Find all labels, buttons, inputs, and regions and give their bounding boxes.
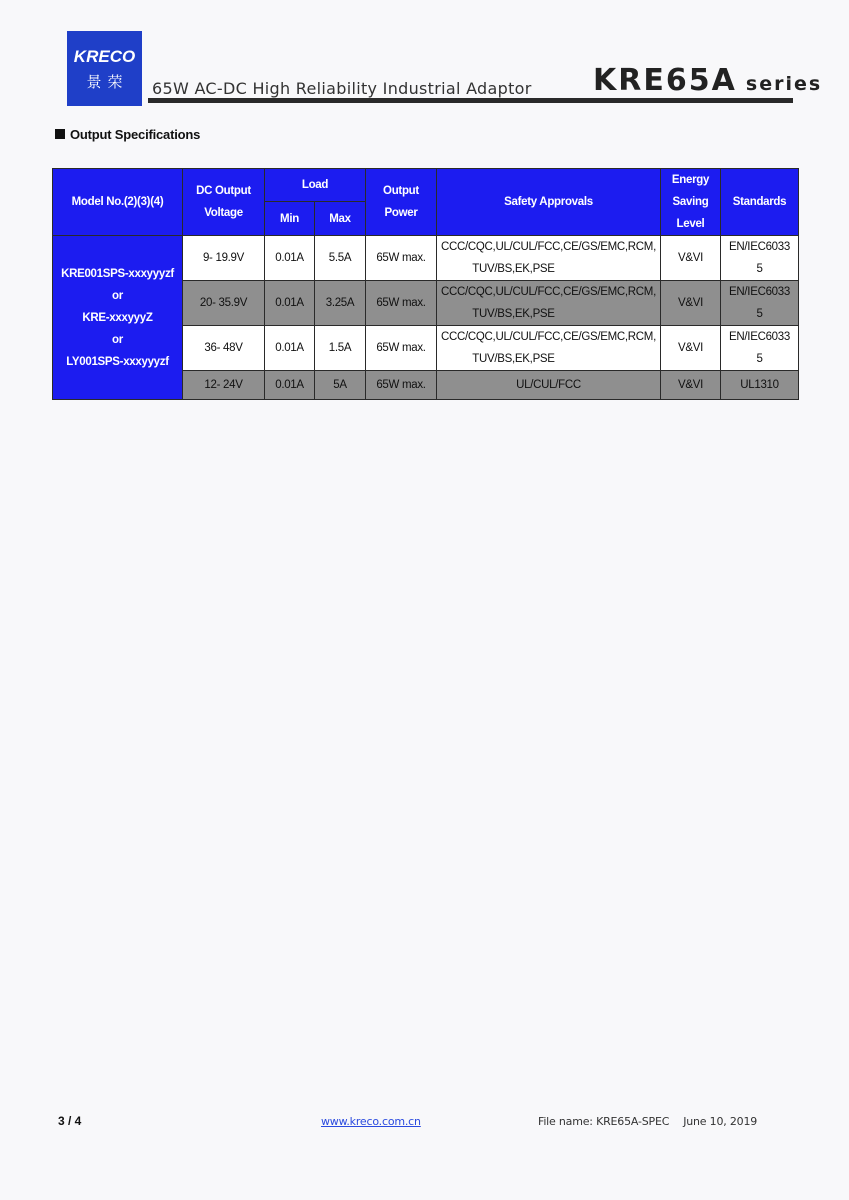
cell-max: 1.5A [315, 326, 366, 371]
table-row [53, 236, 799, 281]
header-model: Model No.(2)(3)(4) [53, 169, 183, 236]
page-number: 3 / 4 [58, 1114, 82, 1128]
file-info [538, 1115, 757, 1128]
header-divider [148, 98, 793, 103]
square-bullet-icon [55, 129, 65, 139]
header-load-max: Max [315, 202, 366, 236]
cell-energy: V&VI [661, 236, 721, 281]
standard-line: 5 [756, 263, 763, 275]
approvals-line: CCC/CQC,UL/CUL/FCC,CE/GS/EMC,RCM, [440, 286, 656, 298]
cell-power: 65W max. [366, 236, 437, 281]
logo-brand-text: KRECO [73, 47, 136, 66]
cell-approvals [437, 236, 661, 281]
file-name: File name: KRE65A-SPEC [538, 1115, 670, 1128]
model-line: KRE001SPS-xxxyyyzf [61, 267, 174, 280]
cell-min: 0.01A [265, 326, 315, 371]
cell-power: 65W max. [366, 326, 437, 371]
header-dc-output-line2: Voltage [204, 207, 243, 219]
header-standards: Standards [721, 169, 799, 236]
standard-line: EN/IEC6033 [729, 331, 790, 343]
cell-min: 0.01A [265, 236, 315, 281]
logo-chinese-text: 景荣 [86, 73, 129, 91]
header-energy-line3: Level [676, 218, 705, 230]
header-load: Load [265, 169, 366, 202]
model-line: or [112, 289, 123, 302]
cell-power: 65W max. [366, 371, 437, 400]
header-energy-line1: Energy [671, 174, 710, 186]
header-dc-output-line1: DC Output [196, 185, 251, 197]
cell-standard [721, 281, 799, 326]
cell-energy: V&VI [661, 326, 721, 371]
standard-line: 5 [756, 353, 763, 365]
cell-standard: UL1310 [721, 371, 799, 400]
cell-max: 5A [315, 371, 366, 400]
cell-approvals [437, 281, 661, 326]
model-line: LY001SPS-xxxyyyzf [66, 355, 169, 368]
model-line: or [112, 333, 123, 346]
cell-energy: V&VI [661, 371, 721, 400]
model-name: KRE65A [593, 63, 737, 98]
section-heading [55, 127, 200, 142]
cell-min: 0.01A [265, 371, 315, 400]
cell-approvals: UL/CUL/FCC [437, 371, 661, 400]
model-line: KRE-xxxyyyZ [82, 311, 153, 324]
cell-standard [721, 326, 799, 371]
header-safety-approvals: Safety Approvals [437, 169, 661, 236]
header-dc-output [183, 169, 265, 236]
standard-line: 5 [756, 308, 763, 320]
output-spec-table [52, 168, 799, 400]
header-output-power [366, 169, 437, 236]
table-header-row [53, 169, 799, 202]
header-energy-line2: Saving [672, 196, 709, 208]
document-subtitle: 65W AC-DC High Reliability Industrial Adaptor [152, 79, 532, 98]
standard-line: EN/IEC6033 [729, 241, 790, 253]
header-energy-saving [661, 169, 721, 236]
cell-voltage: 9- 19.9V [183, 236, 265, 281]
header-output-line1: Output [383, 185, 419, 197]
approvals-line: CCC/CQC,UL/CUL/FCC,CE/GS/EMC,RCM, [440, 331, 656, 343]
cell-max: 5.5A [315, 236, 366, 281]
header-output-line2: Power [384, 207, 418, 219]
approvals-line: TUV/BS,EK,PSE [472, 353, 555, 365]
series-label: series [745, 73, 823, 95]
header-load-min: Min [265, 202, 315, 236]
approvals-line: TUV/BS,EK,PSE [472, 263, 555, 275]
cell-min: 0.01A [265, 281, 315, 326]
kreco-logo [67, 31, 142, 106]
cell-standard [721, 236, 799, 281]
document-title [593, 63, 822, 98]
cell-voltage: 36- 48V [183, 326, 265, 371]
standard-line: EN/IEC6033 [729, 286, 790, 298]
website-link[interactable]: www.kreco.com.cn [321, 1115, 421, 1128]
file-date: June 10, 2019 [683, 1115, 758, 1128]
cell-max: 3.25A [315, 281, 366, 326]
cell-voltage: 12- 24V [183, 371, 265, 400]
cell-energy: V&VI [661, 281, 721, 326]
cell-voltage: 20- 35.9V [183, 281, 265, 326]
section-title: Output Specifications [70, 127, 201, 142]
approvals-line: TUV/BS,EK,PSE [472, 308, 555, 320]
model-numbers-cell [53, 236, 183, 400]
approvals-line: CCC/CQC,UL/CUL/FCC,CE/GS/EMC,RCM, [440, 241, 656, 253]
cell-approvals [437, 326, 661, 371]
cell-power: 65W max. [366, 281, 437, 326]
